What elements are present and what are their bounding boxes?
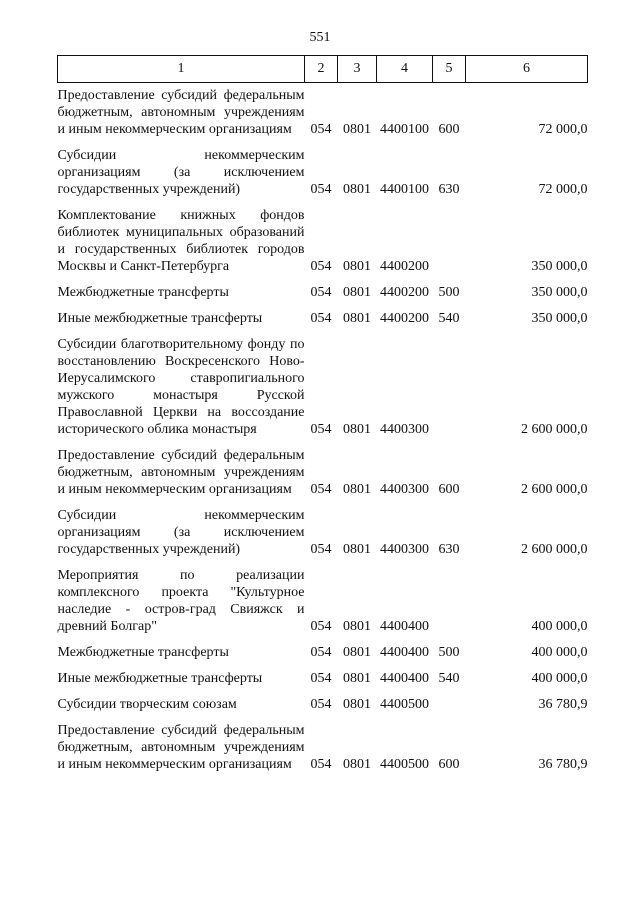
row-target-code: 4400200	[380, 259, 429, 274]
row-target-code: 4400200	[380, 311, 429, 326]
row-target-code: 4400400	[380, 645, 429, 660]
row-target-code: 4400300	[380, 422, 429, 437]
row-expense-type-code: 540	[438, 311, 460, 326]
row-target-code: 4400100	[380, 182, 429, 197]
row-target-code: 4400100	[380, 122, 429, 137]
row-section-code: 0801	[343, 122, 371, 137]
row-amount: 72 000,0	[538, 122, 588, 137]
row-ministry-code: 054	[310, 285, 332, 300]
header-row	[58, 56, 588, 83]
row-section-code: 0801	[343, 259, 371, 274]
row-name: Предоставление субсидий федеральным бюджетным, автономным учреждениям и иным некоммерческим организациям	[57, 88, 305, 137]
header-col-3: 3	[338, 56, 377, 83]
row-ministry-code: 054	[310, 182, 332, 197]
header-col-5: 5	[433, 56, 466, 83]
row-amount: 36 780,9	[538, 697, 588, 712]
row-target-code: 4400500	[380, 697, 429, 712]
row-ministry-code: 054	[310, 259, 332, 274]
row-expense-type-code: 540	[438, 671, 460, 686]
row-ministry-code: 054	[310, 671, 332, 686]
row-section-code: 0801	[343, 542, 371, 557]
row-section-code: 0801	[343, 619, 371, 634]
table-row	[58, 83, 588, 144]
row-target-code: 4400400	[380, 671, 429, 686]
row-section-code: 0801	[343, 422, 371, 437]
header-col-1: 1	[58, 56, 305, 83]
row-expense-type-code	[433, 332, 466, 443]
row-ministry-code: 054	[310, 122, 332, 137]
row-target-code: 4400200	[380, 285, 429, 300]
row-expense-type-code	[433, 563, 466, 640]
row-amount: 350 000,0	[531, 259, 588, 274]
row-expense-type-code: 600	[438, 122, 460, 137]
table-row	[58, 503, 588, 563]
row-section-code: 0801	[343, 182, 371, 197]
row-expense-type-code: 500	[438, 645, 460, 660]
row-amount: 400 000,0	[531, 671, 588, 686]
row-name: Межбюджетные трансферты	[57, 285, 229, 300]
row-section-code: 0801	[343, 311, 371, 326]
page-number: 551	[309, 30, 331, 45]
row-expense-type-code: 630	[438, 182, 460, 197]
row-ministry-code: 054	[310, 422, 332, 437]
row-ministry-code: 054	[310, 645, 332, 660]
row-amount: 350 000,0	[531, 311, 588, 326]
row-amount: 36 780,9	[538, 757, 588, 772]
row-ministry-code: 054	[310, 697, 332, 712]
row-section-code: 0801	[343, 482, 371, 497]
row-amount: 2 600 000,0	[521, 422, 588, 437]
table-row	[58, 692, 588, 718]
row-expense-type-code: 500	[438, 285, 460, 300]
row-ministry-code: 054	[310, 757, 332, 772]
row-name: Межбюджетные трансферты	[57, 645, 229, 660]
row-amount: 400 000,0	[531, 645, 588, 660]
row-ministry-code: 054	[310, 311, 332, 326]
budget-table	[57, 55, 588, 778]
row-amount: 400 000,0	[531, 619, 588, 634]
row-name: Иные межбюджетные трансферты	[57, 671, 263, 686]
row-amount: 2 600 000,0	[521, 482, 588, 497]
row-name: Мероприятия по реализации комплексного проекта "Культурное наследие - остров-град Свияжск и древний Болгар"	[57, 568, 305, 634]
row-expense-type-code	[433, 692, 466, 718]
table-row	[58, 443, 588, 503]
row-ministry-code: 054	[310, 619, 332, 634]
table-row	[58, 306, 588, 332]
table-row	[58, 280, 588, 306]
header-col-6: 6	[466, 56, 588, 83]
row-section-code: 0801	[343, 285, 371, 300]
table-row	[58, 666, 588, 692]
table-row	[58, 332, 588, 443]
table-row	[58, 563, 588, 640]
row-ministry-code: 054	[310, 482, 332, 497]
row-name: Комплектование книжных фондов библиотек муниципальных образований и государственных библиотек городов Москвы и Санкт-Петербурга	[57, 208, 305, 274]
table-row	[58, 203, 588, 280]
row-expense-type-code: 600	[438, 482, 460, 497]
row-target-code: 4400400	[380, 619, 429, 634]
row-name: Субсидии благотворительному фонду по восстановлению Воскресенского Ново-Иерусалимского ставропигиального мужского монастыря Русской Православной Церкви на воссоздание исторического облика монастыря	[57, 337, 305, 437]
row-name: Субсидии некоммерческим организациям (за исключением государственных учреждений)	[57, 148, 305, 197]
row-amount: 72 000,0	[538, 182, 588, 197]
row-section-code: 0801	[343, 697, 371, 712]
row-amount: 350 000,0	[531, 285, 588, 300]
row-expense-type-code: 600	[438, 757, 460, 772]
row-expense-type-code: 630	[438, 542, 460, 557]
row-name: Субсидии некоммерческим организациям (за исключением государственных учреждений)	[57, 508, 305, 557]
row-expense-type-code	[433, 203, 466, 280]
row-target-code: 4400500	[380, 757, 429, 772]
header-col-4: 4	[377, 56, 433, 83]
row-section-code: 0801	[343, 671, 371, 686]
row-name: Субсидии творческим союзам	[57, 697, 237, 712]
table-row	[58, 640, 588, 666]
row-section-code: 0801	[343, 757, 371, 772]
row-target-code: 4400300	[380, 482, 429, 497]
header-col-2: 2	[305, 56, 338, 83]
row-ministry-code: 054	[310, 542, 332, 557]
table-row	[58, 143, 588, 203]
table-row	[58, 718, 588, 778]
row-name: Предоставление субсидий федеральным бюджетным, автономным учреждениям и иным некоммерческим организациям	[57, 448, 305, 497]
table-body	[58, 83, 588, 779]
row-amount: 2 600 000,0	[521, 542, 588, 557]
row-name: Предоставление субсидий федеральным бюджетным, автономным учреждениям и иным некоммерческим организациям	[57, 723, 305, 772]
row-section-code: 0801	[343, 645, 371, 660]
row-name: Иные межбюджетные трансферты	[57, 311, 263, 326]
table-header	[58, 56, 588, 83]
row-target-code: 4400300	[380, 542, 429, 557]
